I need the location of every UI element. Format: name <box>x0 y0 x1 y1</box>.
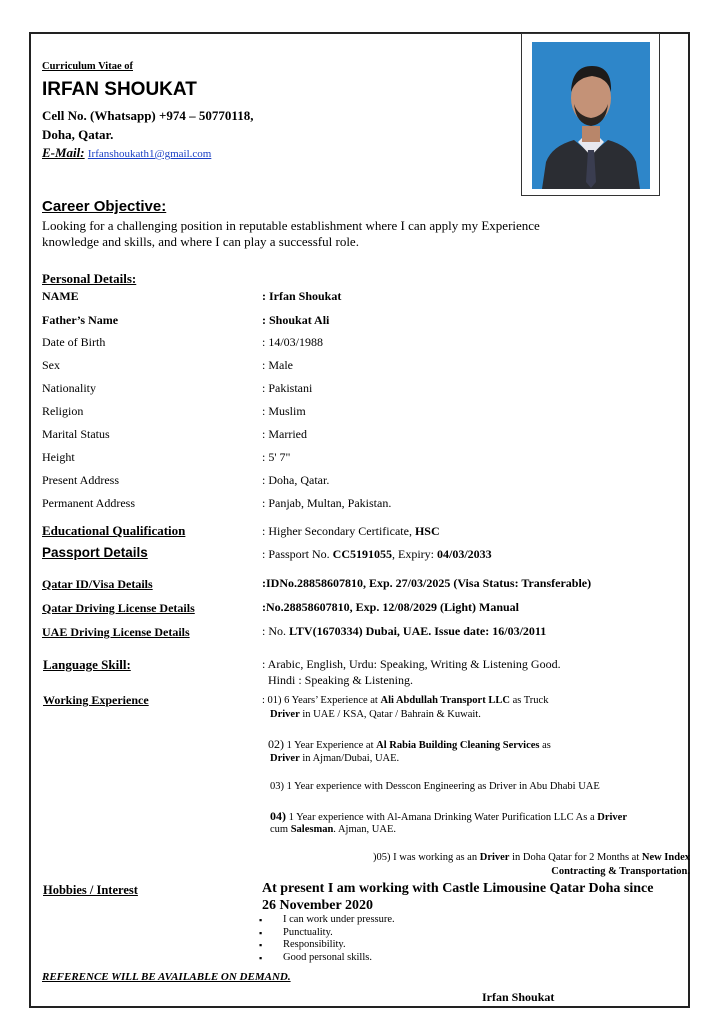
candidate-name: IRFAN SHOUKAT <box>42 79 197 100</box>
personal-label-dob: Date of Birth <box>42 335 106 349</box>
qatar-id-value: :IDNo.28858607810, Exp. 27/03/2025 (Visa Status: Transferable) <box>262 576 592 590</box>
hobby-item: ▪ Responsibility. <box>283 939 395 952</box>
exp2-location: in Ajman/Dubai, UAE. <box>299 753 400 764</box>
personal-value-religion: : Muslim <box>262 404 306 418</box>
current-job-line-1: At present I am working with Castle Limousine Qatar Doha since <box>262 881 654 896</box>
uae-license-number: LTV(1670334) Dubai, UAE. Issue date: 16/03/2011 <box>289 624 547 638</box>
exp1-company: Ali Abdullah Transport LLC <box>380 695 510 706</box>
hobbies-list <box>283 914 395 964</box>
passport-number: CC5191055 <box>332 547 393 561</box>
career-objective-heading: Career Objective: <box>42 198 167 215</box>
personal-value-height: : 5' 7" <box>262 450 291 464</box>
language-line-2: Hindi : Speaking & Listening. <box>268 673 413 687</box>
personal-label-nationality: Nationality <box>42 381 96 395</box>
passport-expiry: 04/03/2033 <box>437 547 492 561</box>
personal-value-permanent-address: : Panjab, Multan, Pakistan. <box>262 496 392 510</box>
exp1-role: Driver <box>270 709 300 720</box>
experience-item-4-line-2 <box>270 823 396 837</box>
experience-item-2-line-2 <box>270 752 399 766</box>
city: Doha, Qatar. <box>42 127 114 142</box>
exp4-role: Driver <box>597 812 627 823</box>
exp2-company: Al Rabia Building Cleaning Services <box>376 740 540 751</box>
cv-of-label: Curriculum Vitae of <box>42 61 133 72</box>
personal-details-heading: Personal Details: <box>42 271 137 286</box>
personal-label-sex: Sex <box>42 358 60 372</box>
uae-license-heading: UAE Driving License Details <box>42 625 190 639</box>
qatar-license-heading: Qatar Driving License Details <box>42 601 195 615</box>
experience-item-1 <box>262 694 548 708</box>
exp2-text-a: 1 Year Experience at <box>284 740 377 751</box>
qatar-id-heading: Qatar ID/Visa Details <box>42 577 153 591</box>
uae-license-prefix: : No. <box>262 624 289 638</box>
experience-item-1-line-2 <box>270 708 481 722</box>
hobbies-heading: Hobbies / Interest <box>43 883 138 897</box>
signature-name: Irfan Shoukat <box>482 990 555 1004</box>
education-heading: Educational Qualification <box>42 523 186 538</box>
exp5-text-a: )05) I was working as an <box>373 852 480 863</box>
language-line-1: : Arabic, English, Urdu: Speaking, Writing & Listening Good. <box>262 657 561 671</box>
passport-mid: , Expiry: <box>392 547 438 561</box>
cell-number: Cell No. (Whatsapp) +974 – 50770118, <box>42 108 254 123</box>
email-label: E-Mail: <box>42 145 85 160</box>
personal-label-father: Father’s Name <box>42 313 119 327</box>
exp2-role: Driver <box>270 753 300 764</box>
language-heading: Language Skill: <box>43 657 131 672</box>
passport-heading: Passport Details <box>42 545 148 560</box>
personal-value-present-address: : Doha, Qatar. <box>262 473 330 487</box>
email-row <box>42 145 211 161</box>
education-value <box>262 524 440 539</box>
experience-item-3: 03) 1 Year experience with Desscon Engineering as Driver in Abu Dhabi UAE <box>270 781 600 792</box>
exp4-number: 04) <box>270 809 286 823</box>
experience-heading: Working Experience <box>43 693 149 707</box>
hobby-item: ▪ Good personal skills. <box>283 952 395 965</box>
personal-label-permanent-address: Permanent Address <box>42 496 135 510</box>
exp1-text-c: as Truck <box>509 695 549 706</box>
exp5-text-c: in Doha Qatar for 2 Months at <box>509 852 642 863</box>
experience-item-5 <box>373 851 690 865</box>
exp5-role: Driver <box>479 852 510 863</box>
qatar-license-value: :No.28858607810, Exp. 12/08/2029 (Light) Manual <box>262 600 520 614</box>
exp4-role-2: Salesman <box>290 824 334 835</box>
photo-frame <box>521 33 660 196</box>
exp1-text-a: : 01) 6 Years’ Experience at <box>262 695 381 706</box>
profile-photo <box>532 42 650 189</box>
personal-label-religion: Religion <box>42 404 84 418</box>
personal-value-dob: : 14/03/1988 <box>262 335 324 349</box>
personal-value-marital: : Married <box>262 427 307 441</box>
education-level: HSC <box>414 524 440 538</box>
exp4-text-c: cum <box>270 824 291 835</box>
exp5-company: New Index <box>641 852 690 863</box>
exp4-location: . Ajman, UAE. <box>333 824 396 835</box>
personal-value-father: : Shoukat Ali <box>262 313 330 327</box>
personal-value-name: : Irfan Shoukat <box>262 289 342 303</box>
personal-label-name: NAME <box>42 289 79 303</box>
hobby-item: ▪ Punctuality. <box>283 927 395 940</box>
passport-prefix: : Passport No. <box>262 547 333 561</box>
personal-label-marital: Marital Status <box>42 427 110 441</box>
email-link[interactable]: Irfanshoukath1@gmail.com <box>87 148 212 160</box>
reference-note: REFERENCE WILL BE AVAILABLE ON DEMAND. <box>42 971 291 983</box>
personal-value-nationality: : Pakistani <box>262 381 313 395</box>
passport-value <box>262 547 492 562</box>
current-job-line-2: 26 November 2020 <box>262 898 373 913</box>
experience-item-2 <box>268 737 551 753</box>
exp2-number: 02) <box>268 737 284 751</box>
hobby-item: ▪ I can work under pressure. <box>283 914 395 927</box>
exp4-text-a: 1 Year experience with Al-Amana Drinking Water Purification LLC As a <box>286 812 598 823</box>
objective-line-2: knowledge and skills, and where I can play a successful role. <box>42 234 359 249</box>
personal-label-height: Height <box>42 450 75 464</box>
uae-license-value <box>262 624 546 639</box>
experience-item-5-line-2: Contracting & Transportation. <box>551 866 690 877</box>
objective-line-1: Looking for a challenging position in reputable establishment where I can apply my Experience <box>42 218 540 233</box>
personal-value-sex: : Male <box>262 358 293 372</box>
education-text: : Higher Secondary Certificate, <box>262 524 415 538</box>
personal-label-present-address: Present Address <box>42 473 119 487</box>
exp1-location: in UAE / KSA, Qatar / Bahrain & Kuwait. <box>299 709 481 720</box>
exp2-text-c: as <box>539 740 551 751</box>
